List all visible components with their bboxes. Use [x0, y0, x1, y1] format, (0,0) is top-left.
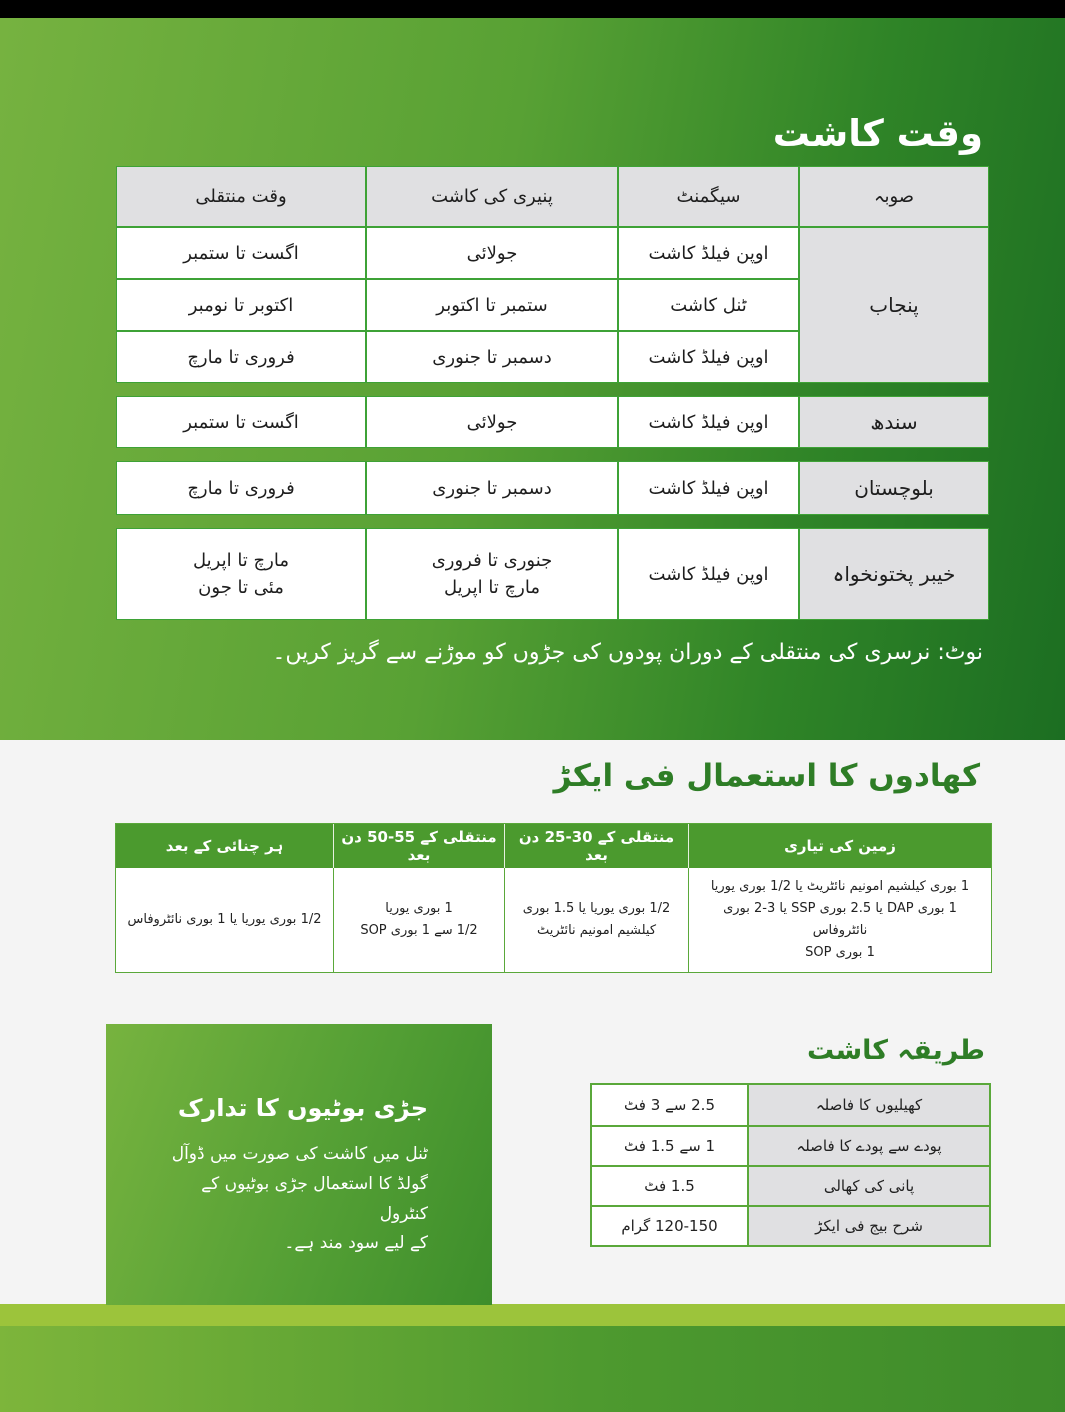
fertilizer-table [115, 823, 992, 973]
transplant-cell [116, 528, 366, 620]
table-row [116, 396, 989, 448]
table-row [592, 1085, 989, 1125]
nursery-cell: جولائی [366, 396, 618, 448]
land-prep-line: 1 بوری SOP [805, 945, 875, 961]
method-label: کھیلیوں کا فاصلہ [747, 1085, 989, 1125]
top-black-bar [0, 0, 1065, 18]
after-25-30-cell [504, 868, 688, 972]
weed-control-title: جڑی بوٹیوں کا تدارک [177, 1094, 428, 1122]
sowing-title: وقت کاشت [772, 112, 983, 155]
table-row [592, 1205, 989, 1245]
transplant-cell: فروری تا مارچ [116, 331, 366, 383]
method-label: پودے سے پودے کا فاصلہ [747, 1125, 989, 1165]
table-row [592, 1125, 989, 1165]
transplant-cell: فروری تا مارچ [116, 461, 366, 515]
table-row [116, 279, 799, 331]
fertilizer-header-row [116, 824, 991, 868]
province-punjab: پنجاب [799, 227, 989, 383]
method-label: شرح بیج فی ایکڑ [747, 1205, 989, 1245]
land-prep-cell [688, 868, 991, 972]
nursery-note: نوٹ: نرسری کی منتقلی کے دوران پودوں کی جڑوں کو موڑنے سے گریز کریں۔ [272, 640, 983, 665]
header-nursery: پنیری کی کاشت [366, 166, 618, 227]
segment-cell: ٹنل کاشت [618, 279, 799, 331]
land-prep-line: 1 بوری کیلشیم امونیم نائٹریٹ یا 1/2 بوری یوریا [710, 878, 970, 894]
transplant-cell: اگست تا ستمبر [116, 227, 366, 279]
after-picking-cell: 1/2 بوری یوریا یا 1 بوری نائٹروفاس [127, 911, 322, 927]
method-value: 2.5 سے 3 فٹ [624, 1096, 715, 1114]
land-prep-line: 1 بوری DAP یا 2.5 بوری SSP یا 3-2 بوری نائٹروفاس [723, 900, 957, 938]
weed-control-panel [106, 1024, 492, 1305]
after-25-30-line: 1/2 بوری یوریا یا 1.5 بوری [522, 900, 671, 916]
fertilizer-data-row [116, 868, 991, 972]
table-row [116, 461, 989, 515]
header-after-25-30: منتقلی کے 30-25 دن بعد [504, 824, 688, 868]
method-value: 1 سے 1.5 فٹ [592, 1125, 747, 1165]
header-segment: سیگمنٹ [618, 166, 799, 227]
nursery-line: مارچ تا اپریل [444, 577, 540, 598]
segment-cell: اوپن فیلڈ کاشت [618, 528, 799, 620]
fertilizer-title: کھادوں کا استعمال فی ایکڑ [553, 758, 980, 794]
weed-control-text [148, 1140, 428, 1259]
bottom-green-band [0, 1326, 1065, 1412]
after-25-30-line: کیلشیم امونیم نائٹریٹ [537, 923, 657, 938]
table-row [116, 227, 799, 279]
after-50-55-cell [333, 868, 504, 972]
method-value: 1.5 فٹ [592, 1165, 747, 1205]
sowing-table [116, 166, 989, 620]
after-50-55-line: 1 بوری یوریا [385, 900, 453, 916]
segment-cell: اوپن فیلڈ کاشت [618, 331, 799, 383]
segment-cell: اوپن فیلڈ کاشت [618, 227, 799, 279]
nursery-cell: دسمبر تا جنوری [366, 461, 618, 515]
header-land-prep: زمین کی تیاری [688, 824, 991, 868]
table-row [592, 1165, 989, 1205]
nursery-cell: دسمبر تا جنوری [366, 331, 618, 383]
sowing-header-row [116, 166, 989, 227]
method-value: 120-150 گرام [592, 1205, 747, 1245]
province-kpk: خیبر پختونخواہ [799, 528, 989, 620]
method-label: پانی کی کھالی [747, 1165, 989, 1205]
segment-cell: اوپن فیلڈ کاشت [618, 461, 799, 515]
header-province: صوبہ [799, 166, 989, 227]
transplant-line: مارچ تا اپریل [193, 550, 289, 571]
weed-text-line: گولڈ کا استعمال جڑی بوٹیوں کے کنٹرول [201, 1173, 428, 1224]
transplant-cell: اگست تا ستمبر [116, 396, 366, 448]
province-sindh: سندھ [799, 396, 989, 448]
method-table [590, 1083, 991, 1247]
header-after-picking: ہر چنائی کے بعد [116, 824, 333, 868]
transplant-cell: اکتوبر تا نومبر [116, 279, 366, 331]
segment-cell: اوپن فیلڈ کاشت [618, 396, 799, 448]
province-balochistan: بلوچستان [799, 461, 989, 515]
lime-stripe [0, 1304, 1065, 1326]
weed-text-line: ٹنل میں کاشت کی صورت میں ڈوآل [171, 1144, 428, 1164]
after-50-55-line: 1/2 سے 1 بوری SOP [360, 923, 478, 938]
header-transplant: وقت منتقلی [116, 166, 366, 227]
weed-text-line: کے لیے سود مند ہے۔ [284, 1233, 428, 1254]
transplant-line: مئی تا جون [198, 577, 284, 598]
nursery-line: جنوری تا فروری [431, 550, 553, 571]
header-after-50-55: منتقلی کے 55-50 دن بعد [333, 824, 504, 868]
nursery-cell: ستمبر تا اکتوبر [366, 279, 618, 331]
punjab-group [116, 227, 989, 383]
table-row [116, 331, 799, 383]
nursery-cell [366, 528, 618, 620]
nursery-cell: جولائی [366, 227, 618, 279]
method-title: طریقہ کاشت [807, 1035, 985, 1066]
table-row [116, 528, 989, 620]
